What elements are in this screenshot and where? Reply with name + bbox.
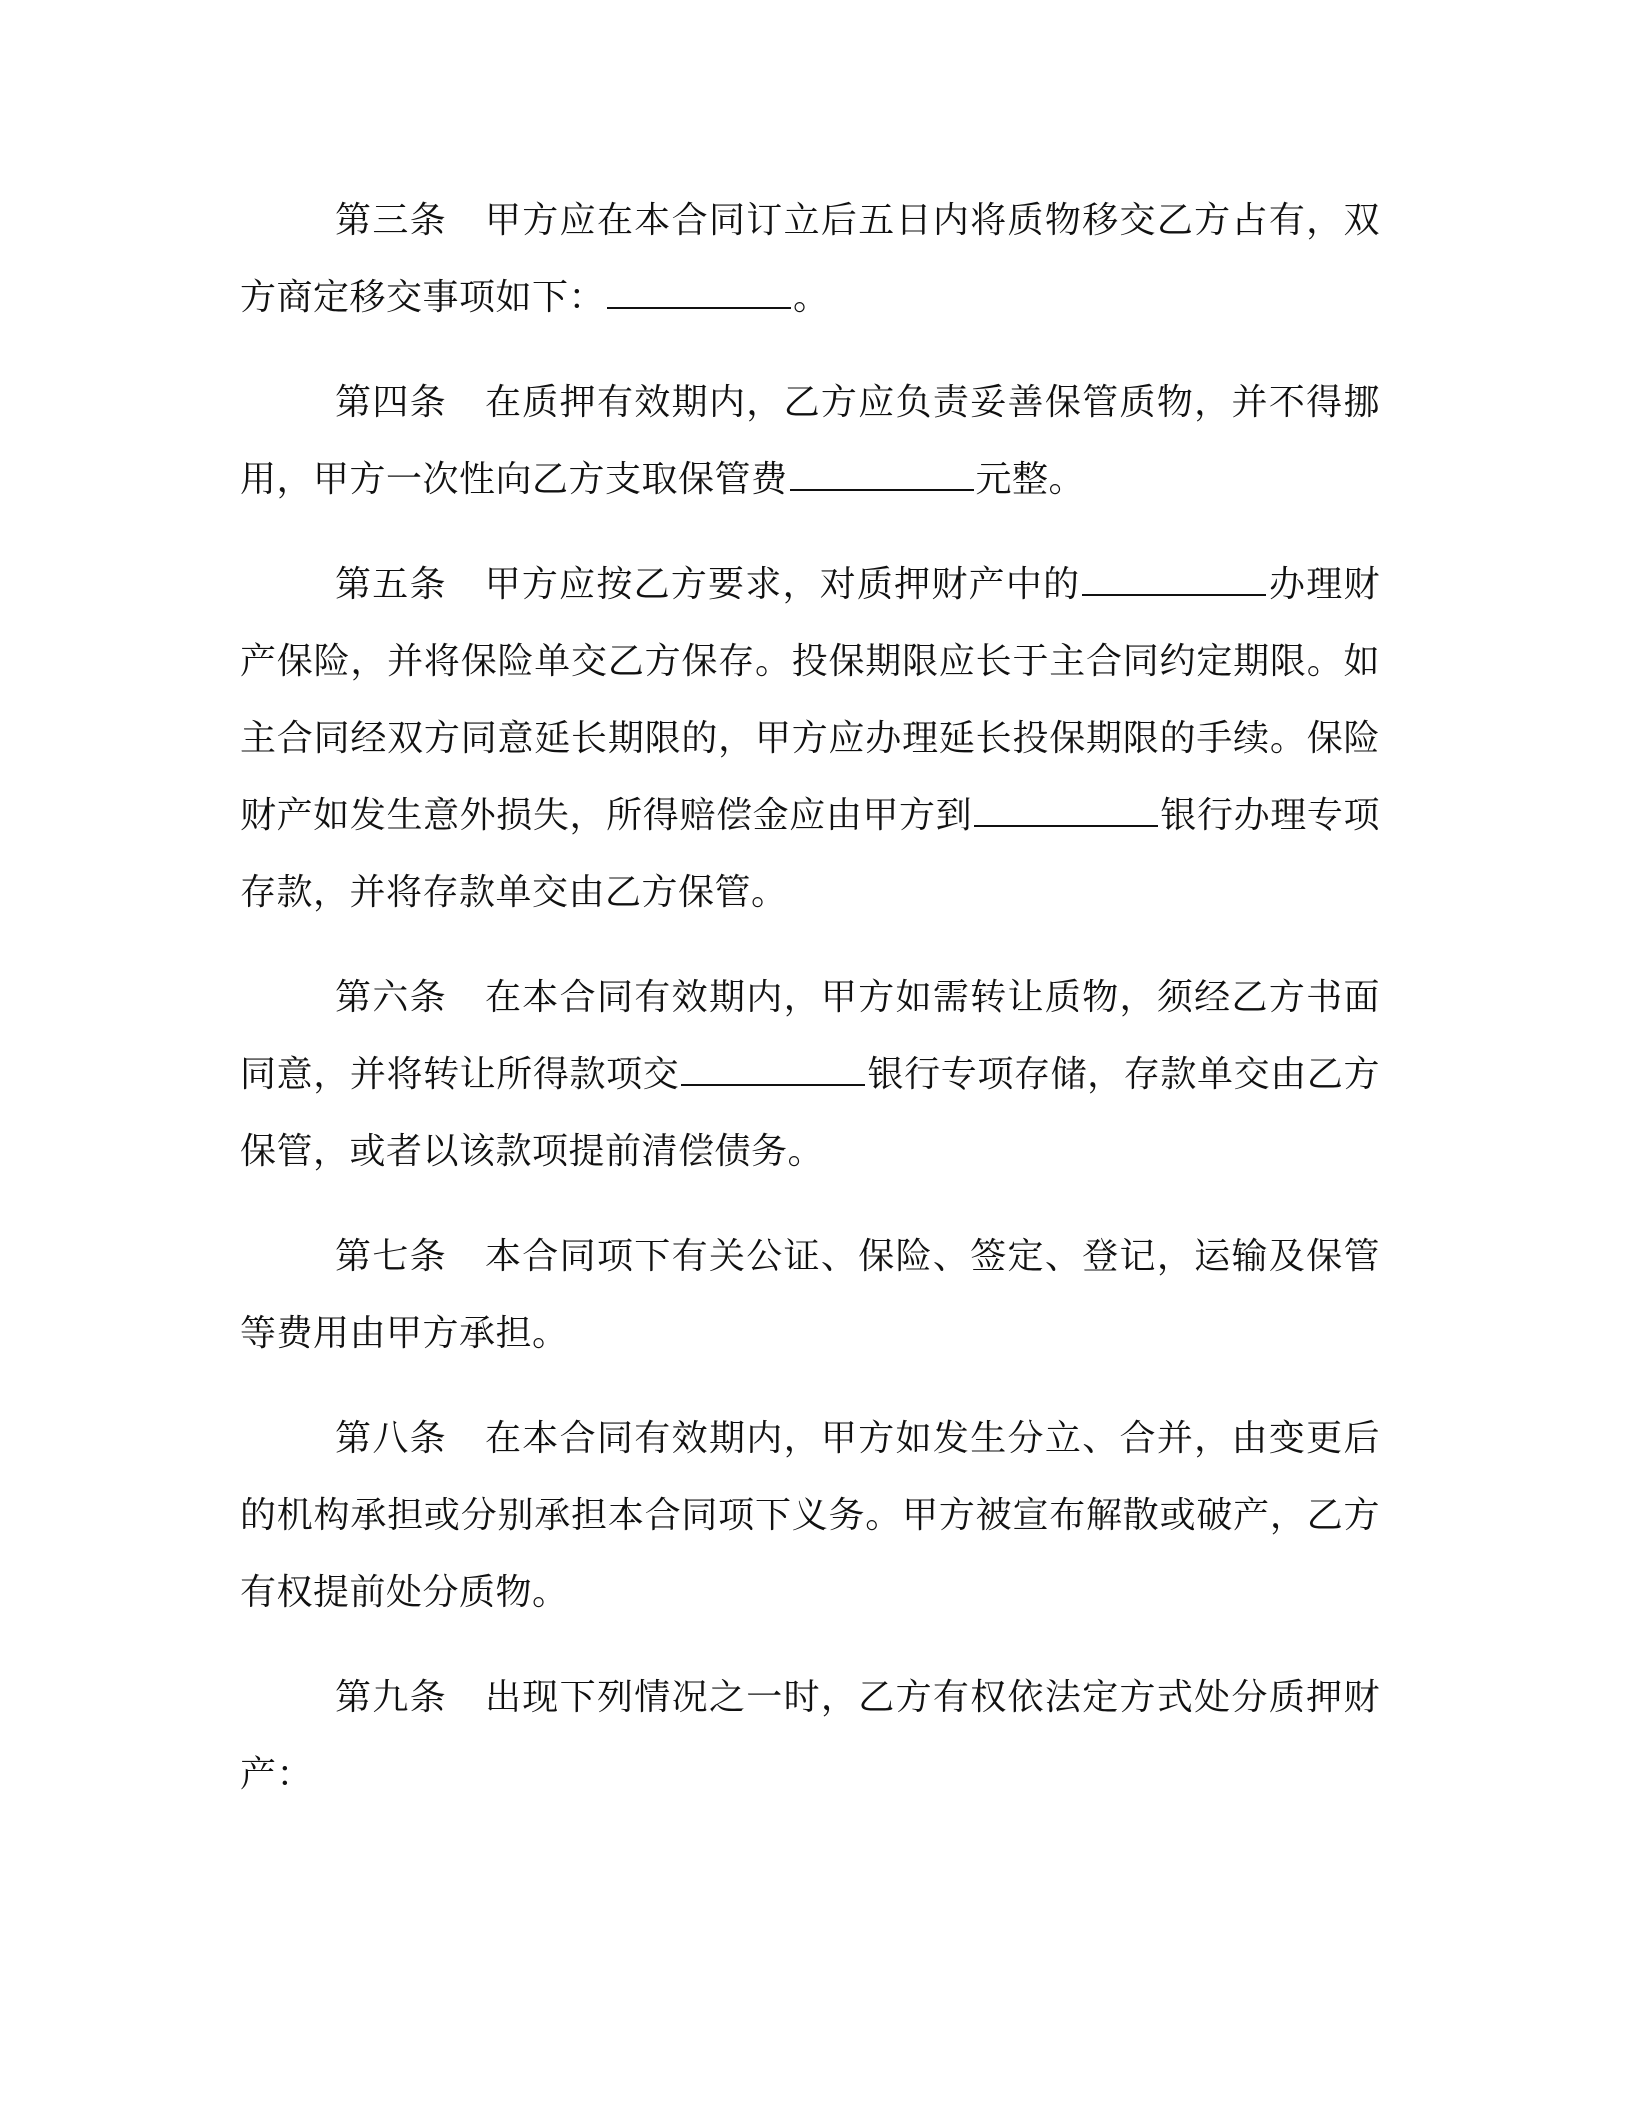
article-text: 在本合同有效期内，甲方如发生分立、合并，由变更后的机构承担或分别承担本合同项下义务。甲方被宣布解散或破产，乙方有权提前处分质物。 xyxy=(240,1418,1380,1613)
article-number: 第七条 xyxy=(335,1236,447,1277)
contract-body xyxy=(240,182,1380,1841)
article-number: 第六条 xyxy=(335,977,447,1018)
article-4 xyxy=(240,364,1380,518)
article-number: 第三条 xyxy=(335,200,447,241)
article-7 xyxy=(240,1218,1380,1372)
article-number: 第四条 xyxy=(335,382,447,423)
article-text: 元整。 xyxy=(975,459,1086,500)
fill-blank xyxy=(607,277,791,309)
article-text: 本合同项下有关公证、保险、签定、登记，运输及保管等费用由甲方承担。 xyxy=(240,1236,1380,1354)
article-text: 银行专项存储，存款单交由乙方保管，或者以该款项提前清偿债务。 xyxy=(240,1054,1380,1172)
article-text: 在本合同有效期内，甲方如需转让质物，须经乙方书面同意，并将转让所得款项交 xyxy=(240,977,1380,1095)
article-number: 第九条 xyxy=(335,1677,447,1718)
article-text: 甲方应在本合同订立后五日内将质物移交乙方占有，双方商定移交事项如下： xyxy=(240,200,1380,318)
article-8 xyxy=(240,1400,1380,1631)
article-6 xyxy=(240,959,1380,1190)
article-text: 。 xyxy=(793,277,830,318)
article-text: 出现下列情况之一时，乙方有权依法定方式处分质押财产： xyxy=(240,1677,1380,1795)
article-number: 第五条 xyxy=(335,564,447,605)
article-5 xyxy=(240,546,1380,931)
article-text: 办理财产保险，并将保险单交乙方保存。投保期限应长于主合同约定期限。如主合同经双方同意延长期限的，甲方应办理延长投保期限的手续。保险财产如发生意外损失，所得赔偿金应由甲方到 xyxy=(240,564,1380,836)
fill-blank xyxy=(681,1054,865,1086)
article-number: 第八条 xyxy=(335,1418,447,1459)
article-text: 在质押有效期内，乙方应负责妥善保管质物，并不得挪用，甲方一次性向乙方支取保管费 xyxy=(240,382,1380,500)
fill-blank xyxy=(790,459,974,491)
article-9 xyxy=(240,1659,1380,1813)
article-text: 甲方应按乙方要求，对质押财产中的 xyxy=(484,564,1081,605)
fill-blank xyxy=(974,795,1158,827)
article-text: 银行办理专项存款，并将存款单交由乙方保管。 xyxy=(240,795,1380,913)
article-3 xyxy=(240,182,1380,336)
fill-blank xyxy=(1082,564,1266,596)
